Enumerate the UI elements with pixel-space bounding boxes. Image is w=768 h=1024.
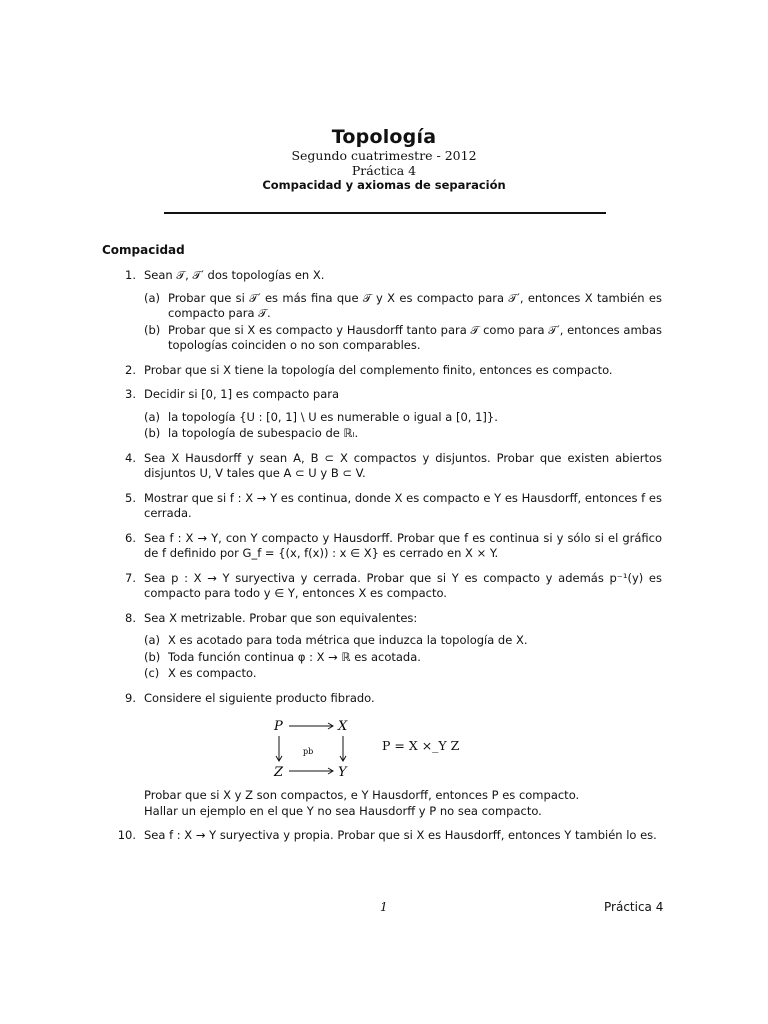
problem-list [102, 268, 662, 853]
problem-number: 8. [125, 610, 136, 625]
problem-number: 5. [125, 490, 136, 505]
problem-number: 9. [125, 690, 136, 705]
subproblem-text: X es compacto. [168, 666, 257, 680]
problem-6 [102, 531, 662, 562]
problem-2 [102, 363, 662, 379]
subproblem-label: (b) [144, 426, 161, 440]
subproblem-label: (b) [144, 649, 161, 664]
problem-text: Sea X Hausdorff y sean A, B ⊂ X compactos y disjuntos. Probar que existen abiertos disjuntos U, V tales que A ⊂ U y B ⊂ V. [144, 450, 662, 480]
subproblem [144, 666, 662, 682]
problem-9-line-2: Hallar un ejemplo en el que Y no sea Hausdorff y P no sea compacto. [144, 803, 542, 818]
problem-3 [102, 387, 662, 442]
problem-number: 3. [125, 387, 136, 401]
problem-number: 2. [125, 362, 136, 377]
problem-text: Mostrar que si f : X → Y es continua, donde X es compacto e Y es Hausdorff, entonces f es cerrada. [144, 490, 662, 520]
problem-text: Decidir si [0, 1] es compacto para [144, 387, 340, 401]
pullback-diagram [268, 716, 358, 780]
pullback-label: pb [303, 747, 314, 756]
practice-line: Práctica 4 [351, 163, 417, 178]
node-P: P [274, 719, 283, 734]
title-rule [164, 212, 606, 214]
problem-9 [102, 691, 662, 820]
problem-9-line-1: Probar que si X y Z son compactos, e Y Hausdorff, entonces P es compacto. [144, 788, 580, 802]
problem-number: 10. [117, 828, 136, 842]
problem-5 [102, 491, 662, 522]
node-Z: Z [274, 765, 284, 780]
pullback-diagram-row [144, 716, 662, 780]
node-Y: Y [338, 765, 347, 780]
problem-text: Sea X metrizable. Probar que son equivalentes: [144, 610, 418, 625]
subproblem-text: Probar que si 𝒯′ es más fina que 𝒯 y X es compacto para 𝒯′, entonces X también es compacto para 𝒯. [168, 290, 662, 320]
problem-4 [102, 451, 662, 482]
problem-number: 1. [125, 268, 136, 282]
document-title: Topología [331, 126, 437, 148]
problem-8 [102, 611, 662, 682]
subproblem-text: Toda función continua φ : X → ℝ es acotada. [168, 649, 421, 664]
subproblem [144, 410, 662, 426]
section-heading: Compacidad [102, 243, 185, 257]
fiber-product-formula: P = X ×_Y Z [382, 738, 460, 753]
problem-text: Probar que si X tiene la topología del complemento finito, entonces es compacto. [144, 362, 613, 377]
subproblem-label: (a) [144, 633, 161, 647]
problem-text: Considere el siguiente producto fibrado. [144, 690, 375, 705]
subproblem [144, 426, 662, 442]
subproblem-label: (a) [144, 409, 161, 424]
problem-1 [102, 268, 662, 354]
subproblem-label: (b) [144, 322, 161, 337]
page-number: 1 [380, 900, 388, 914]
problem-7 [102, 571, 662, 602]
problem-number: 6. [125, 530, 136, 545]
node-X: X [338, 719, 348, 734]
problem-number: 7. [125, 570, 136, 585]
footer-label: Práctica 4 [604, 900, 664, 914]
problem-text: Sea f : X → Y, con Y compacto y Hausdorff. Probar que f es continua si y sólo si el gráfico de f definido por G_f = {(x, f(x)) : x ∈ X} es cerrado en X × Y. [144, 530, 662, 560]
problem-10 [102, 828, 662, 844]
problem-text: Sea f : X → Y suryectiva y propia. Probar que si X es Hausdorff, entonces Y también lo es. [144, 828, 657, 842]
problem-text: Sea p : X → Y suryectiva y cerrada. Probar que si Y es compacto y además p⁻¹(y) es compacto para todo y ∈ Y, entonces X es compacto. [144, 570, 662, 600]
subproblem-text: X es acotado para toda métrica que induzca la topología de X. [168, 633, 528, 647]
subproblem [144, 291, 662, 322]
subproblem [144, 323, 662, 354]
subproblem-text: la topología {U : [0, 1] \ U es numerable o igual a [0, 1]}. [168, 409, 498, 424]
problem-number: 4. [125, 450, 136, 465]
semester-line: Segundo cuatrimestre - 2012 [291, 148, 477, 163]
subproblem-text: Probar que si X es compacto y Hausdorff tanto para 𝒯 como para 𝒯′, entonces ambas topologías coinciden o no son comparables. [168, 322, 662, 352]
topic-line: Compacidad y axiomas de separación [262, 178, 506, 192]
subproblem-text: la topología de subespacio de ℝₗ. [168, 426, 359, 440]
subproblem [144, 650, 662, 666]
subproblem-label: (c) [144, 666, 160, 680]
subproblem-label: (a) [144, 290, 161, 305]
problem-text: Sean 𝒯, 𝒯′ dos topologías en X. [144, 268, 325, 282]
subproblem [144, 633, 662, 649]
